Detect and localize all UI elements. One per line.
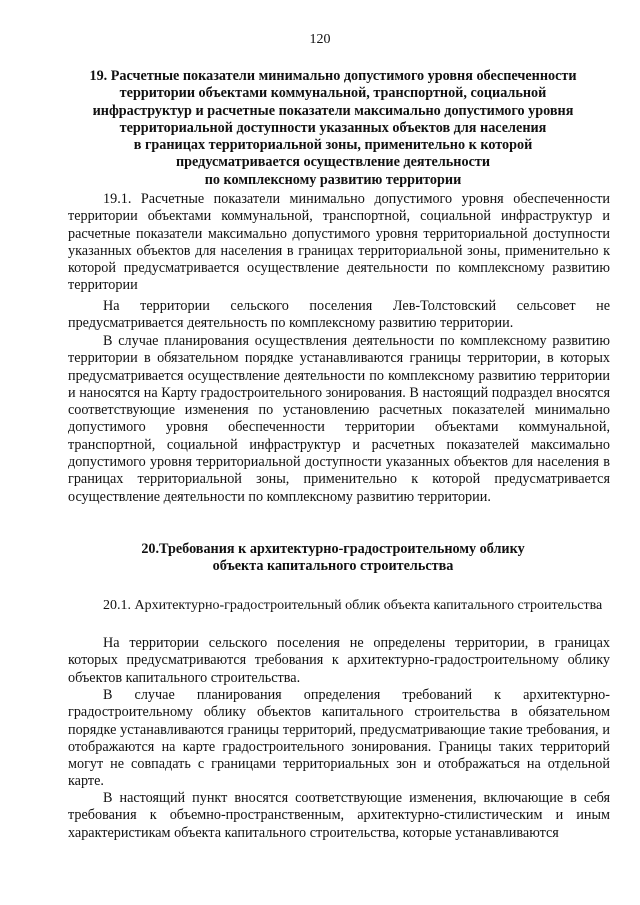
heading-line: 20.Требования к архитектурно-градостроительному облику — [141, 541, 525, 557]
heading-line: объекта капитального строительства — [212, 558, 454, 575]
paragraph: В случае планирования осуществления деятельности по комплексному развитию территории в обязательном порядке устанавливаются границы территории, в которых предусматривается осуществление деятельности по комплексному развитию территории и наносятся на Карту градостроительного зонирования. В настоящий подраздел вносятся соответствующие изменения по установлению расчетных показателей минимально допустимого уровня обеспеченности территории объектами коммунальной, транспортной, социальной инфраструктур и расчетных показателей максимально допустимого уровня территориальной доступности указанных объектов для населения в границах территориальной зоны, применительно к которой предусматривается осуществление деятельности по комплексному развитию территории. — [68, 333, 610, 505]
section-20-heading — [68, 541, 598, 576]
page-number: 120 — [309, 32, 331, 47]
paragraph-19-1: 19.1. Расчетные показатели минимально допустимого уровня обеспеченности территории объектами коммунальной, транспортной, социальной инфраструктур и расчетные показатели максимально допустимого уровня территориальной доступности указанных объектов для населения в границах территориальной зоны, применительно к которой предусматривается осуществление деятельности по комплексному развитию территории — [68, 191, 610, 294]
paragraph: В настоящий пункт вносятся соответствующие изменения, включающие в себя требования к объемно-пространственным, архитектурно-стилистическим и иным характеристикам объекта капитального строительства, которые устанавливаются — [68, 790, 610, 841]
paragraph: В случае планирования определения требований к архитектурно-градостроительному облику объектов капитального строительства в обязательном порядке устанавливаются границы территорий, предусматривающие такие требования, и отображаются на карте градостроительного зонирования. Границы таких территорий могут не совпадать с границами территориальных зон и отображаться на отдельной карте. — [68, 687, 610, 790]
section-19-heading — [68, 68, 598, 189]
heading-line: территории объектами коммунальной, транспортной, социальной — [119, 85, 547, 102]
heading-line: территориальной доступности указанных объектов для населения — [119, 119, 547, 136]
paragraph: На территории сельского поселения Лев-Толстовский сельсовет не предусматривается деятельность по комплексному развитию территории. — [68, 298, 610, 332]
heading-line: предусматривается осуществление деятельности — [175, 154, 491, 171]
heading-line: по комплексному развитию территории — [204, 171, 462, 188]
paragraph-20-1: 20.1. Архитектурно-градостроительный облик объекта капитального строительства — [103, 598, 603, 613]
paragraph: На территории сельского поселения не определены территории, в границах которых предусматриваются требования к архитектурно-градостроительному облику объектов капитального строительства. — [68, 635, 610, 686]
heading-line: 19. Расчетные показатели минимально допустимого уровня обеспеченности — [89, 68, 577, 84]
heading-line: инфраструктур и расчетные показатели максимально допустимого уровня — [92, 102, 574, 119]
heading-line: в границах территориальной зоны, применительно к которой — [133, 137, 533, 154]
